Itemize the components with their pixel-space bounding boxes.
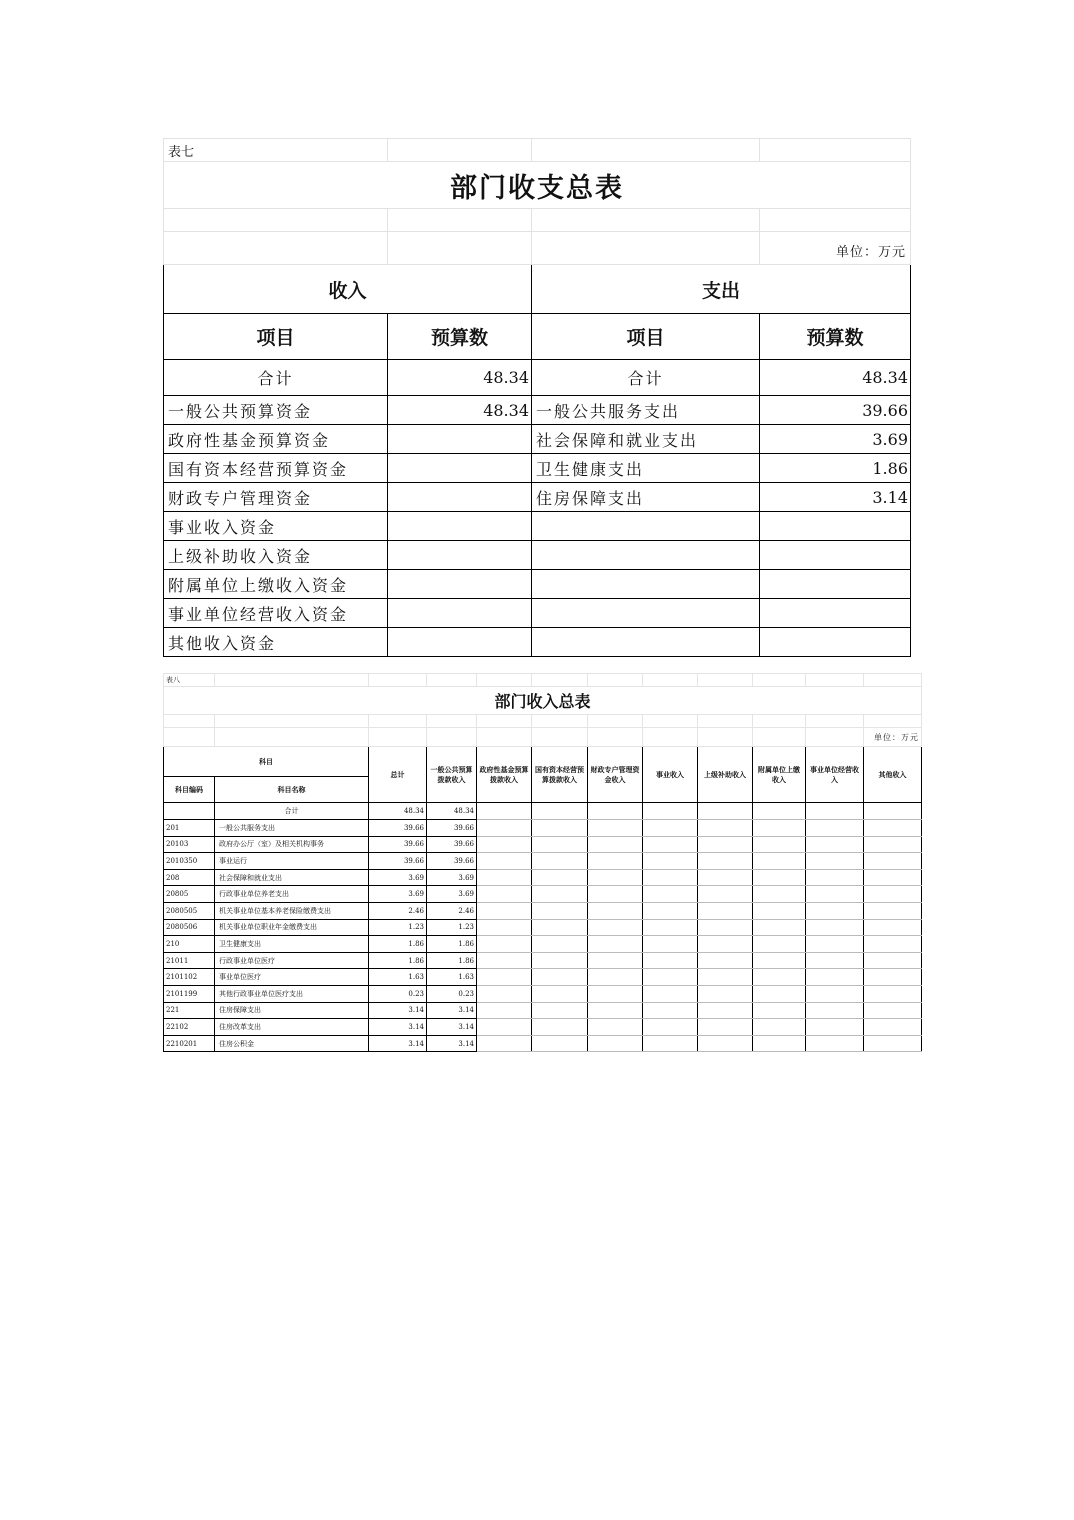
empty-cell [864, 869, 922, 886]
empty-cell [532, 969, 588, 986]
expense-item: 住房保障支出 [532, 483, 760, 512]
empty-cell [698, 936, 753, 953]
empty-cell [532, 919, 588, 936]
empty-cell [588, 919, 643, 936]
empty-cell [753, 985, 806, 1002]
summary-row [164, 425, 911, 454]
empty-cell [753, 1019, 806, 1036]
total-general-value: 48.34 [427, 803, 477, 820]
table-income-expense-summary [163, 138, 911, 657]
income-value [388, 483, 532, 512]
income-item: 事业单位经营收入资金 [164, 599, 388, 628]
income-item: 财政专户管理资金 [164, 483, 388, 512]
subject-code: 2210201 [164, 1035, 215, 1052]
empty-cell [477, 969, 532, 986]
row-total: 39.66 [369, 836, 427, 853]
subject-code: 20805 [164, 886, 215, 903]
table-row [164, 886, 922, 903]
row-general: 39.66 [427, 820, 477, 837]
empty-cell [753, 952, 806, 969]
empty-cell [588, 985, 643, 1002]
empty-cell [806, 919, 864, 936]
income-item: 事业收入资金 [164, 512, 388, 541]
row-total: 1.63 [369, 969, 427, 986]
subject-name: 卫生健康支出 [215, 936, 369, 953]
row-general: 0.23 [427, 985, 477, 1002]
subject-code: 2010350 [164, 853, 215, 870]
row-general: 1.86 [427, 936, 477, 953]
empty-cell [588, 853, 643, 870]
empty-cell [698, 1035, 753, 1052]
subject-name-header: 科目名称 [215, 777, 369, 803]
expense-item [532, 628, 760, 657]
expense-item: 卫生健康支出 [532, 454, 760, 483]
summary-row [164, 454, 911, 483]
row-total: 2.46 [369, 902, 427, 919]
empty-cell [753, 820, 806, 837]
empty-cell [643, 1035, 698, 1052]
empty-cell [532, 1035, 588, 1052]
empty-cell [532, 886, 588, 903]
subject-name: 其他行政事业单位医疗支出 [215, 985, 369, 1002]
empty-cell [588, 1019, 643, 1036]
empty-cell [588, 952, 643, 969]
empty-cell [643, 1002, 698, 1019]
col-header: 其他收入 [864, 747, 922, 803]
empty-cell [643, 936, 698, 953]
income-item: 国有资本经营预算资金 [164, 454, 388, 483]
subject-code: 22102 [164, 1019, 215, 1036]
row-general: 2.46 [427, 902, 477, 919]
expense-value: 1.86 [760, 454, 911, 483]
income-item: 上级补助收入资金 [164, 541, 388, 570]
empty-cell [864, 969, 922, 986]
table-row [164, 853, 922, 870]
empty-cell [753, 919, 806, 936]
empty-cell [698, 820, 753, 837]
income-item: 附属单位上缴收入资金 [164, 570, 388, 599]
col-header: 总计 [369, 747, 427, 803]
empty-cell [806, 969, 864, 986]
empty-cell [698, 836, 753, 853]
summary-row [164, 483, 911, 512]
empty-cell [588, 969, 643, 986]
col-header: 政府性基金预算拨款收入 [477, 747, 532, 803]
empty-cell [643, 919, 698, 936]
income-header: 收入 [164, 265, 532, 314]
subject-code: 2101102 [164, 969, 215, 986]
empty-cell [477, 836, 532, 853]
subject-code: 201 [164, 820, 215, 837]
empty-cell [864, 820, 922, 837]
empty-cell [864, 952, 922, 969]
table-row [164, 1019, 922, 1036]
row-total: 3.14 [369, 1002, 427, 1019]
income-value [388, 628, 532, 657]
empty-cell [864, 1002, 922, 1019]
row-total: 1.23 [369, 919, 427, 936]
empty-cell [806, 820, 864, 837]
empty-cell [643, 820, 698, 837]
empty-cell [753, 1002, 806, 1019]
expense-item [532, 512, 760, 541]
empty-cell [477, 1035, 532, 1052]
row-total: 0.23 [369, 985, 427, 1002]
income-item: 一般公共预算资金 [164, 396, 388, 425]
income-value: 48.34 [388, 396, 532, 425]
empty-cell [864, 886, 922, 903]
empty-cell [588, 902, 643, 919]
expense-value [760, 599, 911, 628]
income-total-label: 合计 [164, 360, 388, 396]
row-total: 3.69 [369, 886, 427, 903]
subject-code: 210 [164, 936, 215, 953]
expense-header: 支出 [532, 265, 911, 314]
empty-cell [864, 853, 922, 870]
expense-value: 39.66 [760, 396, 911, 425]
empty-cell [643, 869, 698, 886]
empty-cell [806, 886, 864, 903]
subject-header: 科目 [164, 747, 369, 777]
empty-cell [698, 919, 753, 936]
empty-cell [698, 902, 753, 919]
empty-cell [532, 902, 588, 919]
empty-cell [532, 952, 588, 969]
empty-cell [806, 869, 864, 886]
row-total: 3.14 [369, 1019, 427, 1036]
subject-name: 住房保障支出 [215, 1002, 369, 1019]
subject-code: 2080506 [164, 919, 215, 936]
empty-cell [532, 836, 588, 853]
empty-cell [477, 919, 532, 936]
subject-name: 行政事业单位医疗 [215, 952, 369, 969]
income-value [388, 454, 532, 483]
expense-budget-header: 预算数 [760, 314, 911, 360]
subject-name: 事业运行 [215, 853, 369, 870]
subject-name: 政府办公厅（室）及相关机构事务 [215, 836, 369, 853]
expense-value [760, 570, 911, 599]
subject-name: 社会保障和就业支出 [215, 869, 369, 886]
row-total: 3.69 [369, 869, 427, 886]
subject-name: 事业单位医疗 [215, 969, 369, 986]
expense-value: 3.14 [760, 483, 911, 512]
empty-cell [588, 820, 643, 837]
empty-cell [698, 1002, 753, 1019]
row-general: 3.14 [427, 1002, 477, 1019]
empty-cell [806, 985, 864, 1002]
empty-cell [864, 1035, 922, 1052]
row-total: 39.66 [369, 853, 427, 870]
empty-cell [864, 936, 922, 953]
col-header: 上级补助收入 [698, 747, 753, 803]
empty-cell [643, 902, 698, 919]
expense-item [532, 541, 760, 570]
table-row [164, 1035, 922, 1052]
empty-cell [753, 1035, 806, 1052]
expense-value [760, 541, 911, 570]
empty-cell [588, 1002, 643, 1019]
subject-code-header: 科目编码 [164, 777, 215, 803]
expense-total-value: 48.34 [760, 360, 911, 396]
income-value [388, 570, 532, 599]
col-header: 财政专户管理资金收入 [588, 747, 643, 803]
empty-cell [477, 820, 532, 837]
subject-code: 2101199 [164, 985, 215, 1002]
table-row [164, 902, 922, 919]
empty-cell [643, 853, 698, 870]
row-general: 3.69 [427, 886, 477, 903]
unit-label: 单位：万元 [760, 232, 911, 265]
table-row [164, 985, 922, 1002]
income-budget-header: 预算数 [388, 314, 532, 360]
col-header: 国有资本经营预算拨款收入 [532, 747, 588, 803]
empty-cell [864, 919, 922, 936]
empty-cell [753, 936, 806, 953]
expense-item: 社会保障和就业支出 [532, 425, 760, 454]
subject-code: 21011 [164, 952, 215, 969]
col-header: 事业单位经营收入 [806, 747, 864, 803]
empty-cell [477, 902, 532, 919]
col-header: 附属单位上缴收入 [753, 747, 806, 803]
subject-code: 20103 [164, 836, 215, 853]
empty-cell [806, 952, 864, 969]
empty-cell [532, 1019, 588, 1036]
expense-value: 3.69 [760, 425, 911, 454]
table-row [164, 869, 922, 886]
subject-code: 208 [164, 869, 215, 886]
income-value [388, 599, 532, 628]
row-total: 1.86 [369, 936, 427, 953]
expense-value [760, 628, 911, 657]
empty-cell [643, 836, 698, 853]
empty-cell [588, 886, 643, 903]
income-value [388, 425, 532, 454]
subject-code: 221 [164, 1002, 215, 1019]
table-row [164, 820, 922, 837]
expense-total-label: 合计 [532, 360, 760, 396]
total-label: 合计 [215, 803, 369, 820]
table-title: 部门收支总表 [164, 162, 911, 209]
empty-cell [698, 886, 753, 903]
expense-item [532, 599, 760, 628]
empty-cell [806, 836, 864, 853]
row-general: 3.14 [427, 1019, 477, 1036]
subject-name: 一般公共服务支出 [215, 820, 369, 837]
empty-cell [643, 886, 698, 903]
empty-cell [753, 969, 806, 986]
empty-cell [806, 1035, 864, 1052]
empty-cell [806, 902, 864, 919]
summary-row [164, 599, 911, 628]
summary-row [164, 512, 911, 541]
empty-cell [806, 1019, 864, 1036]
empty-cell [806, 936, 864, 953]
col-header: 事业收入 [643, 747, 698, 803]
empty-cell [643, 969, 698, 986]
empty-cell [532, 853, 588, 870]
row-general: 1.63 [427, 969, 477, 986]
empty-cell [588, 836, 643, 853]
empty-cell [477, 886, 532, 903]
empty-cell [698, 969, 753, 986]
row-general: 1.23 [427, 919, 477, 936]
table-income-detail [163, 673, 922, 1052]
empty-cell [643, 952, 698, 969]
empty-cell [698, 869, 753, 886]
income-value [388, 541, 532, 570]
empty-cell [532, 869, 588, 886]
empty-cell [477, 869, 532, 886]
table-label: 表七 [164, 139, 388, 162]
empty-cell [698, 853, 753, 870]
empty-cell [864, 1019, 922, 1036]
empty-cell [588, 869, 643, 886]
empty-cell [753, 836, 806, 853]
empty-cell [753, 853, 806, 870]
row-general: 39.66 [427, 836, 477, 853]
row-general: 3.14 [427, 1035, 477, 1052]
empty-cell [477, 853, 532, 870]
summary-row [164, 396, 911, 425]
empty-cell [532, 936, 588, 953]
empty-cell [643, 985, 698, 1002]
income-item: 政府性基金预算资金 [164, 425, 388, 454]
row-general: 39.66 [427, 853, 477, 870]
table-row [164, 836, 922, 853]
expense-item: 一般公共服务支出 [532, 396, 760, 425]
empty-cell [532, 985, 588, 1002]
empty-cell [864, 902, 922, 919]
empty-cell [753, 886, 806, 903]
row-total: 1.86 [369, 952, 427, 969]
income-total-value: 48.34 [388, 360, 532, 396]
empty-cell [477, 1019, 532, 1036]
table-title: 部门收入总表 [164, 687, 922, 715]
summary-row [164, 570, 911, 599]
table-row [164, 919, 922, 936]
empty-cell [864, 836, 922, 853]
empty-cell [588, 936, 643, 953]
table-row [164, 952, 922, 969]
subject-name: 住房改革支出 [215, 1019, 369, 1036]
total-value: 48.34 [369, 803, 427, 820]
table-row [164, 936, 922, 953]
subject-name: 行政事业单位养老支出 [215, 886, 369, 903]
empty-cell [698, 1019, 753, 1036]
empty-cell [477, 952, 532, 969]
table-label: 表八 [164, 674, 215, 687]
income-item: 其他收入资金 [164, 628, 388, 657]
empty-cell [806, 1002, 864, 1019]
income-item-header: 项目 [164, 314, 388, 360]
empty-cell [643, 1019, 698, 1036]
subject-code: 2080505 [164, 902, 215, 919]
empty-cell [806, 853, 864, 870]
table-row [164, 1002, 922, 1019]
row-total: 3.14 [369, 1035, 427, 1052]
subject-name: 机关事业单位职业年金缴费支出 [215, 919, 369, 936]
subject-name: 住房公积金 [215, 1035, 369, 1052]
empty-cell [698, 952, 753, 969]
empty-cell [753, 902, 806, 919]
empty-cell [698, 985, 753, 1002]
row-total: 39.66 [369, 820, 427, 837]
empty-cell [532, 1002, 588, 1019]
subject-name: 机关事业单位基本养老保险缴费支出 [215, 902, 369, 919]
empty-cell [477, 1002, 532, 1019]
empty-cell [864, 985, 922, 1002]
table-row [164, 969, 922, 986]
summary-row [164, 628, 911, 657]
empty-cell [753, 869, 806, 886]
empty-cell [477, 985, 532, 1002]
expense-item-header: 项目 [532, 314, 760, 360]
col-header: 一般公共预算拨款收入 [427, 747, 477, 803]
unit-label: 单位：万元 [864, 728, 922, 747]
expense-value [760, 512, 911, 541]
row-general: 1.86 [427, 952, 477, 969]
summary-row [164, 541, 911, 570]
empty-cell [588, 1035, 643, 1052]
row-general: 3.69 [427, 869, 477, 886]
expense-item [532, 570, 760, 599]
empty-cell [477, 936, 532, 953]
income-value [388, 512, 532, 541]
empty-cell [532, 820, 588, 837]
